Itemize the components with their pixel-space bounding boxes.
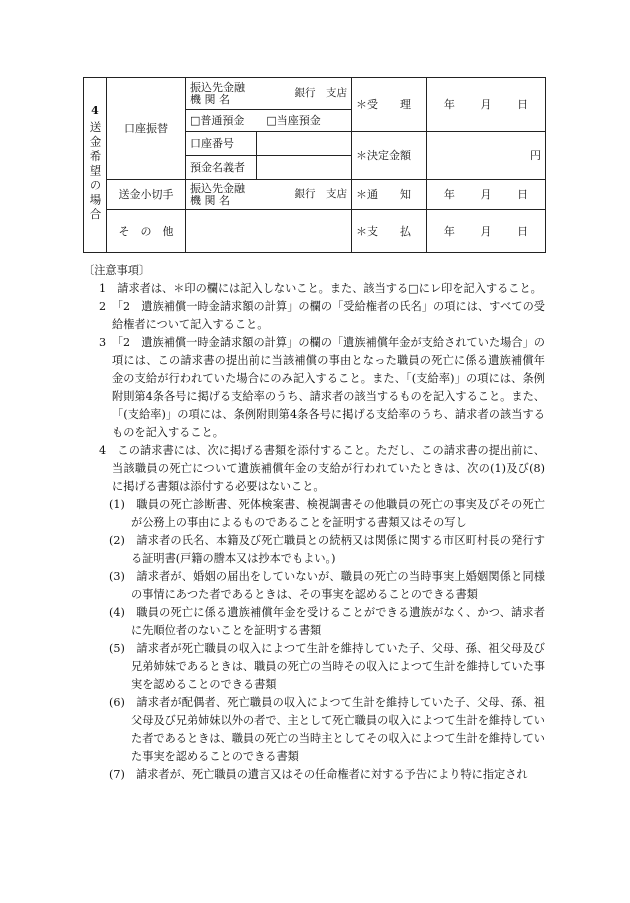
decided-amount-label: ＊決定金額 bbox=[352, 132, 427, 180]
note-subitem-1: (1) 職員の死亡診断書、死体検案書、検視調書その他職員の死亡の事実及びその死亡が公務上の事由によるものであることを証明する書類又はその写し bbox=[109, 498, 545, 529]
decided-amount-field[interactable]: 円 bbox=[427, 132, 546, 180]
bank-label-line2: 機 関 名 bbox=[190, 92, 230, 106]
received-label: ＊受 理 bbox=[352, 78, 427, 132]
note-item-2: 2 「2 遺族補償一時金請求額の計算」の欄の「受給権者の氏名」の項には、すべての受給権者について記入すること。 bbox=[99, 300, 545, 331]
note-subitem-5: (5) 請求者が死亡職員の収入によつて生計を維持していた子、父母、孫、祖父母及び兄弟姉妹であるときは、職員の死亡の当時その収入によつて生計を維持していた事実を認めることのできる書類 bbox=[109, 642, 545, 691]
money-order-bank-cell[interactable]: 振込先金融 機 関 名 銀行 支店 bbox=[186, 180, 352, 210]
note-subitem-6: (6) 請求者が配偶者、死亡職員の収入によつて生計を維持していた子、父母、孫、祖父母及び兄弟姉妹以外の者で、主として死亡職員の収入によつて生計を維持していた者であるときは、職員の死亡の当時主としてその収入によつて生計を維持していた事実を認めることのできる書類 bbox=[109, 696, 545, 763]
account-holder-field[interactable] bbox=[257, 156, 352, 180]
section-number: 4 bbox=[91, 104, 99, 118]
note-item-1: 1 請求者は、＊印の欄には記入しないこと。また、該当する□にレ印を記入すること。 bbox=[99, 282, 542, 295]
notified-label: ＊通 知 bbox=[352, 180, 427, 210]
bank-branch-suffix: 銀行 支店 bbox=[294, 87, 347, 99]
notes-heading: 〔注意事項〕 bbox=[83, 264, 151, 277]
paid-label: ＊支 払 bbox=[352, 210, 427, 253]
note-subitem-3: (3) 請求者が、婚姻の届出をしていないが、職員の死亡の当時事実上婚姻関係と同様の事情にあつた者であるときは、その事実を認めることのできる書類 bbox=[109, 570, 545, 601]
other-label: そ の 他 bbox=[107, 210, 186, 253]
account-holder-label: 預金名義者 bbox=[186, 156, 257, 180]
section-title: 送金希望の場合 bbox=[88, 121, 103, 223]
section-header-cell bbox=[84, 78, 107, 253]
bank-name-cell[interactable] bbox=[186, 78, 352, 110]
notes-section bbox=[83, 262, 545, 784]
note-subitem-4: (4) 職員の死亡に係る遺族補償年金を受けることができる遺族がなく、かつ、請求者に先順位者のないことを証明する書類 bbox=[109, 606, 545, 637]
received-date-field[interactable]: 年 月 日 bbox=[427, 78, 546, 132]
account-transfer-label: 口座振替 bbox=[107, 78, 186, 180]
money-order-label: 送金小切手 bbox=[107, 180, 186, 210]
account-number-label: 口座番号 bbox=[186, 132, 257, 156]
note-subitem-2: (2) 請求者の氏名、本籍及び死亡職員との続柄又は関係に関する市区町村長の発行する証明書(戸籍の謄本又は抄本でもよい。) bbox=[109, 534, 545, 565]
note-subitem-7: (7) 請求者が、死亡職員の遺言又はその任命権者に対する予告により特に指定され bbox=[109, 768, 528, 781]
paid-date-field[interactable]: 年 月 日 bbox=[427, 210, 546, 253]
account-number-field[interactable] bbox=[257, 132, 352, 156]
bank-label-line1: 振込先金融 bbox=[190, 80, 245, 94]
remittance-form-table bbox=[83, 77, 546, 253]
deposit-type-checkboxes[interactable]: □普通預金 □当座預金 bbox=[186, 110, 352, 132]
other-field[interactable] bbox=[186, 210, 352, 253]
note-item-3: 3 「2 遺族補償一時金請求額の計算」の欄の「遺族補償年金が支給されていた場合」の項には、この請求書の提出前に当該補償の事由となった職員の死亡に係る遺族補償年金の支給が行われていた場合にのみ記入すること。また、「(支給率)」の項には、条例附則第4条各号に掲げる支給率のうち、請求者の該当するものを記入すること。また、「(支給率)」の項には、条例附則第4条各号に掲げる支給率のうち、請求者の該当するものを記入すること。 bbox=[99, 336, 545, 439]
notified-date-field[interactable]: 年 月 日 bbox=[427, 180, 546, 210]
note-item-4: 4 この請求書には、次に掲げる書類を添付すること。ただし、この請求書の提出前に、当該職員の死亡について遺族補償年金の支給が行われていたときは、次の(1)及び(8)に掲げる書類は添付する必要はないこと。 bbox=[99, 444, 545, 493]
